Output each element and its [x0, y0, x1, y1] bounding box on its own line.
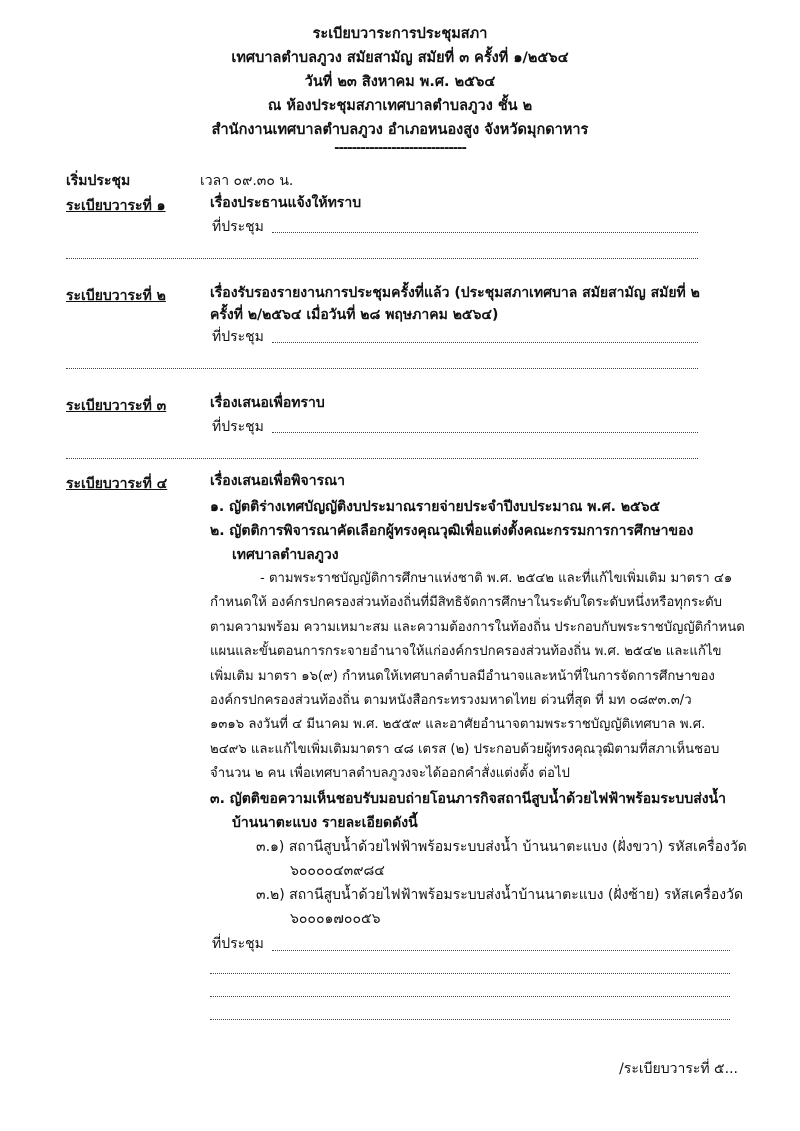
agenda-4-subitem-3-2-line-2: ๖๐๐๐๑๗๐๐๕๖	[290, 911, 381, 927]
agenda-4-subitem-3-1-line-2: ๖๐๐๐๐๔๓๙๘๔	[290, 863, 385, 879]
paragraph-line: - ตามพระราชบัญญัติการศึกษาแห่งชาติ พ.ศ. ๒๕๔๒ และที่แก้ไขเพิ่มเติม มาตรา ๔๑	[260, 571, 733, 586]
header-line-2: เทศบาลตำบลภูวง สมัยสามัญ สมัยที่ ๓ ครั้งที่ ๑/๒๕๖๔	[231, 50, 569, 66]
agenda-4-subitem-3-1-line-1: ๓.๑) สถานีสูบน้ำด้วยไฟฟ้าพร้อมระบบส่งน้ำ บ้านนาตะแบง (ฝั่งขวา) รหัสเครื่องวัด	[256, 839, 747, 855]
page-continuation-note: /ระเบียบวาระที่ ๕...	[619, 1061, 738, 1077]
start-label: เริ่มประชุม	[66, 173, 131, 189]
agenda-3-title: เรื่องเสนอเพื่อทราบ	[210, 395, 325, 411]
agenda-3-meeting-label: ที่ประชุม	[212, 419, 264, 435]
agenda-2-title-line-2: ครั้งที่ ๒/๒๕๖๔ เมื่อวันที่ ๒๘ พฤษภาคม ๒๕๖๔)	[210, 307, 499, 323]
agenda-1-dotline-2	[66, 258, 698, 259]
agenda-1-title: เรื่องประธานแจ้งให้ทราบ	[210, 195, 362, 211]
paragraph-line: องค์กรปกครองส่วนท้องถิ่น ตามหนังสือกระทรวงมหาดไทย ด่วนที่สุด ที่ มท ๐๘๙๓.๓/ว	[210, 693, 692, 709]
header-line-1: ระเบียบวาระการประชุมสภา	[312, 26, 488, 42]
agenda-4-item-2-paragraph	[210, 567, 750, 787]
start-time: เวลา ๐๙.๓๐ น.	[200, 173, 294, 189]
header-line-4: ณ ห้องประชุมสภาเทศบาลตำบลภูวง ชั้น ๒	[267, 98, 533, 114]
document-header	[0, 22, 800, 156]
agenda-4-subitem-3-2-line-1: ๓.๒) สถานีสูบน้ำด้วยไฟฟ้าพร้อมระบบส่งน้ำบ้านนาตะแบง (ฝั่งซ้าย) รหัสเครื่องวัด	[256, 887, 744, 903]
agenda-4-title: เรื่องเสนอเพื่อพิจารณา	[210, 473, 345, 489]
paragraph-line: จำนวน ๒ คน เพื่อเทศบาลตำบลภูวงจะได้ออกคำสั่งแต่งตั้ง ต่อไป	[210, 766, 570, 782]
agenda-1-label: ระเบียบวาระที่ ๑	[66, 198, 166, 214]
agenda-4-item-2-line-1: ๒. ญัตติการพิจารณาคัดเลือกผู้ทรงคุณวุฒิเพื่อแต่งตั้งคณะกรรมการการศึกษาของ	[210, 523, 694, 539]
agenda-4-meeting-label: ที่ประชุม	[212, 936, 264, 952]
agenda-4-item-3-line-2: บ้านนาตะแบง รายละเอียดดังนี้	[232, 815, 418, 831]
agenda-3-dotline-1	[272, 432, 698, 433]
agenda-4-dotline-1	[272, 950, 730, 951]
agenda-2-title-line-1: เรื่องรับรองรายงานการประชุมครั้งที่แล้ว (ประชุมสภาเทศบาล สมัยสามัญ สมัยที่ ๒	[210, 285, 700, 301]
paragraph-line: ตามความพร้อม ความเหมาะสม และความต้องการในท้องถิ่น ประกอบกับพระราชบัญญัติกำหนด	[210, 619, 745, 635]
agenda-2-label: ระเบียบวาระที่ ๒	[66, 288, 166, 304]
header-line-3: วันที่ ๒๓ สิงหาคม พ.ศ. ๒๕๖๔	[304, 74, 496, 90]
paragraph-line: แผนและขั้นตอนการกระจายอำนาจให้แก่องค์กรปกครองส่วนท้องถิ่น พ.ศ. ๒๕๔๒ และแก้ไข	[210, 644, 722, 660]
agenda-3-label: ระเบียบวาระที่ ๓	[66, 398, 167, 414]
paragraph-line: ๑๓๑๖ ลงวันที่ ๔ มีนาคม พ.ศ. ๒๕๕๙ และอาศัยอำนาจตามพระราชบัญญัติเทศบาล พ.ศ.	[210, 717, 706, 733]
paragraph-line: กำหนดให้ องค์กรปกครองส่วนท้องถิ่นที่มีสิทธิจัดการศึกษาในระดับใดระดับหนึ่งหรือทุกระดับ	[210, 595, 723, 611]
agenda-2-dotline-2	[66, 368, 698, 369]
agenda-4-dotline-3	[210, 996, 730, 997]
agenda-3-dotline-2	[66, 458, 698, 459]
agenda-4-item-2-line-2: เทศบาลตำบลภูวง	[232, 547, 339, 563]
agenda-4-dotline-2	[210, 973, 730, 974]
agenda-4-label: ระเบียบวาระที่ ๔	[66, 476, 168, 492]
header-rule: ------------------------------	[334, 141, 466, 156]
agenda-2-meeting-label: ที่ประชุม	[212, 329, 264, 345]
agenda-2-dotline-1	[272, 342, 698, 343]
header-line-5: สำนักงานเทศบาลตำบลภูวง อำเภอหนองสูง จังหวัดมุกดาหาร	[211, 122, 589, 138]
agenda-4-item-3-line-1: ๓. ญัตติขอความเห็นชอบรับมอบถ่ายโอนภารกิจสถานีสูบน้ำด้วยไฟฟ้าพร้อมระบบส่งน้ำ	[210, 791, 727, 807]
agenda-1-meeting-label: ที่ประชุม	[212, 219, 264, 235]
agenda-1-dotline-1	[272, 232, 698, 233]
agenda-4-item-1: ๑. ญัตติร่างเทศบัญญัติงบประมาณรายจ่ายประจำปีงบประมาณ พ.ศ. ๒๕๖๕	[210, 499, 661, 515]
paragraph-line: ๒๔๙๖ และแก้ไขเพิ่มเติมมาตรา ๔๘ เตรส (๒) ประกอบด้วยผู้ทรงคุณวุฒิตามที่สภาเห็นชอบ	[210, 741, 720, 757]
paragraph-line: เพิ่มเติม มาตรา ๑๖(๙) กำหนดให้เทศบาลตำบลมีอำนาจและหน้าที่ในการจัดการศึกษาของ	[210, 668, 715, 684]
agenda-4-dotline-4	[210, 1019, 730, 1020]
